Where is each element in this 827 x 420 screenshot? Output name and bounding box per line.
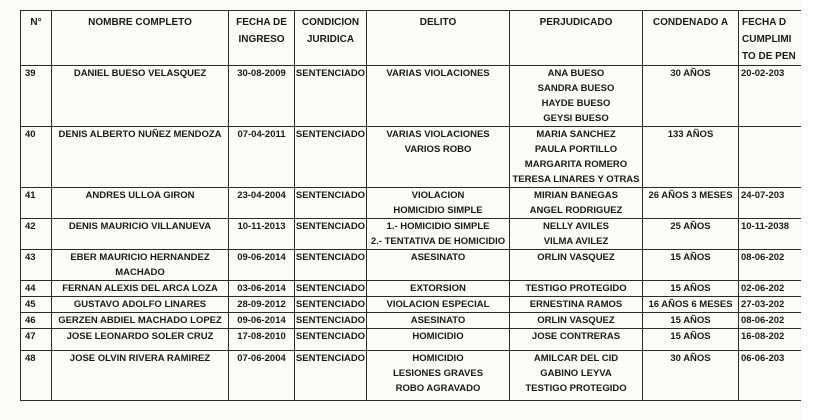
cell-condicion: SENTENCIADO: [295, 66, 367, 127]
cell-perjudicado: NELLY AVILES VILMA AVILEZ: [510, 219, 643, 250]
table-row: [21, 188, 802, 219]
cell-condicion: SENTENCIADO: [295, 329, 367, 351]
cell-num: 42: [21, 219, 52, 250]
cell-condena: 26 AÑOS 3 MESES: [643, 188, 739, 219]
cell-nombre: FERNAN ALEXIS DEL ARCA LOZA: [52, 281, 229, 297]
cell-nombre: JOSE LEONARDO SOLER CRUZ: [52, 329, 229, 351]
cell-fecha-cumplimiento: [739, 127, 802, 188]
cell-fecha-cumplimiento: 08-06-202: [739, 313, 802, 329]
cell-fecha-ingreso: 09-06-2014: [229, 313, 295, 329]
header-row: [21, 11, 802, 66]
cell-condicion: SENTENCIADO: [295, 188, 367, 219]
cell-perjudicado: ANA BUESO SANDRA BUESO HAYDE BUESO GEYSI BUESO: [510, 66, 643, 127]
cell-nombre: DENIS ALBERTO NUÑEZ MENDOZA: [52, 127, 229, 188]
cell-nombre: DENIS MAURICIO VILLANUEVA: [52, 219, 229, 250]
cell-nombre: GERZEN ABDIEL MACHADO LOPEZ: [52, 313, 229, 329]
header-nombre: NOMBRE COMPLETO: [52, 11, 229, 66]
cell-fecha-ingreso: 23-04-2004: [229, 188, 295, 219]
cell-num: 46: [21, 313, 52, 329]
cell-fecha-cumplimiento: 16-08-202: [739, 329, 802, 351]
cell-delito: VARIAS VIOLACIONES VARIOS ROBO: [367, 127, 510, 188]
cell-fecha-cumplimiento: 10-11-2038: [739, 219, 802, 250]
cell-delito: VIOLACION HOMICIDIO SIMPLE: [367, 188, 510, 219]
cell-fecha-cumplimiento: 24-07-203: [739, 188, 802, 219]
table-row: [21, 127, 802, 188]
cell-fecha-cumplimiento: 27-03-202: [739, 297, 802, 313]
cell-condena: 133 AÑOS: [643, 127, 739, 188]
table-row: [21, 250, 802, 281]
cell-nombre: ANDRES ULLOA GIRON: [52, 188, 229, 219]
table-row: [21, 297, 802, 313]
cell-condicion: SENTENCIADO: [295, 127, 367, 188]
cell-condicion: SENTENCIADO: [295, 219, 367, 250]
cell-nombre: JOSE OLVIN RIVERA RAMIREZ: [52, 351, 229, 401]
header-condicion: CONDICION JURIDICA: [295, 11, 367, 66]
cell-fecha-ingreso: 07-06-2004: [229, 351, 295, 401]
cell-fecha-ingreso: 03-06-2014: [229, 281, 295, 297]
cell-num: 43: [21, 250, 52, 281]
header-condenado: CONDENADO A: [643, 11, 739, 66]
header-perjudicado: PERJUDICADO: [510, 11, 643, 66]
cell-condicion: SENTENCIADO: [295, 250, 367, 281]
cell-perjudicado: AMILCAR DEL CID GABINO LEYVA TESTIGO PROTEGIDO: [510, 351, 643, 401]
cell-condena: 15 AÑOS: [643, 281, 739, 297]
cell-condena: 30 AÑOS: [643, 351, 739, 401]
cell-perjudicado: MIRIAN BANEGAS ANGEL RODRIGUEZ: [510, 188, 643, 219]
cell-num: 47: [21, 329, 52, 351]
cell-delito: EXTORSION: [367, 281, 510, 297]
cell-delito: VIOLACION ESPECIAL: [367, 297, 510, 313]
cell-nombre: GUSTAVO ADOLFO LINARES: [52, 297, 229, 313]
cell-fecha-ingreso: 09-06-2014: [229, 250, 295, 281]
cell-num: 48: [21, 351, 52, 401]
cell-condena: 30 AÑOS: [643, 66, 739, 127]
cell-condena: 16 AÑOS 6 MESES: [643, 297, 739, 313]
table-row: [21, 66, 802, 127]
cell-perjudicado: ORLIN VASQUEZ: [510, 250, 643, 281]
cell-fecha-ingreso: 30-08-2009: [229, 66, 295, 127]
cell-perjudicado: TESTIGO PROTEGIDO: [510, 281, 643, 297]
cell-fecha-cumplimiento: 02-06-202: [739, 281, 802, 297]
header-fecha-ingreso: FECHA DE INGRESO: [229, 11, 295, 66]
cell-fecha-cumplimiento: 20-02-203: [739, 66, 802, 127]
header-delito: DELITO: [367, 11, 510, 66]
cell-num: 41: [21, 188, 52, 219]
cell-fecha-ingreso: 10-11-2013: [229, 219, 295, 250]
cell-fecha-ingreso: 07-04-2011: [229, 127, 295, 188]
cell-num: 45: [21, 297, 52, 313]
cell-nombre: DANIEL BUESO VELASQUEZ: [52, 66, 229, 127]
cell-condena: 15 AÑOS: [643, 313, 739, 329]
table-row: [21, 281, 802, 297]
cell-num: 40: [21, 127, 52, 188]
header-num: N°: [21, 11, 52, 66]
cell-condena: 15 AÑOS: [643, 329, 739, 351]
cell-condicion: SENTENCIADO: [295, 351, 367, 401]
cell-fecha-cumplimiento: 08-06-202: [739, 250, 802, 281]
cell-condena: 25 AÑOS: [643, 219, 739, 250]
table-body: [21, 66, 802, 401]
cell-delito: ASESINATO: [367, 250, 510, 281]
cell-perjudicado: JOSE CONTRERAS: [510, 329, 643, 351]
cell-delito: HOMICIDIO LESIONES GRAVES ROBO AGRAVADO: [367, 351, 510, 401]
table-row: [21, 329, 802, 351]
cell-num: 44: [21, 281, 52, 297]
table-row: [21, 219, 802, 250]
cell-condena: 15 AÑOS: [643, 250, 739, 281]
cell-fecha-ingreso: 17-08-2010: [229, 329, 295, 351]
cell-delito: 1.- HOMICIDIO SIMPLE 2.- TENTATIVA DE HOMICIDIO: [367, 219, 510, 250]
cell-delito: ASESINATO: [367, 313, 510, 329]
table-row: [21, 313, 802, 329]
cell-fecha-cumplimiento: 06-06-203: [739, 351, 802, 401]
cell-condicion: SENTENCIADO: [295, 297, 367, 313]
cell-delito: VARIAS VIOLACIONES: [367, 66, 510, 127]
cell-condicion: SENTENCIADO: [295, 281, 367, 297]
cell-fecha-ingreso: 28-09-2012: [229, 297, 295, 313]
cell-num: 39: [21, 66, 52, 127]
cell-condicion: SENTENCIADO: [295, 313, 367, 329]
cell-perjudicado: ERNESTINA RAMOS: [510, 297, 643, 313]
cell-nombre: EBER MAURICIO HERNANDEZ MACHADO: [52, 250, 229, 281]
inmates-table: [20, 10, 802, 401]
header-fecha-cumplimiento: FECHA D CUMPLIMI TO DE PEN: [739, 11, 802, 66]
scan-edge: [801, 0, 827, 420]
cell-delito: HOMICIDIO: [367, 329, 510, 351]
cell-perjudicado: MARIA SANCHEZ PAULA PORTILLO MARGARITA ROMERO TERESA LINARES Y OTRAS: [510, 127, 643, 188]
table-row: [21, 351, 802, 401]
cell-perjudicado: ORLIN VASQUEZ: [510, 313, 643, 329]
